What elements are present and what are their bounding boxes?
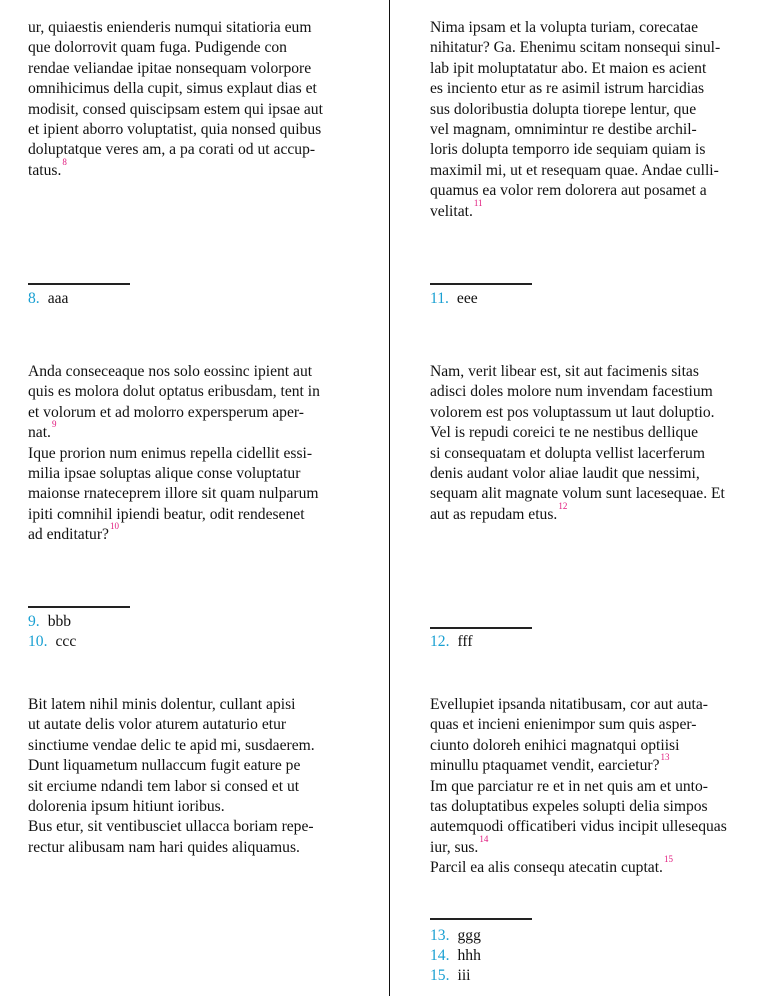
footnote-item [430,926,481,946]
paragraph-right-3 [430,695,760,879]
footnote-ref[interactable]: 9 [51,419,57,430]
footnote-ref[interactable]: 11 [473,197,483,208]
footnote-text: iii [457,967,471,984]
footnote-ref[interactable]: 15 [663,854,673,865]
paragraph-right-1 [430,18,760,222]
footnote-text: ccc [55,633,77,650]
footnote-text: fff [457,633,473,650]
footnote-item [430,946,481,966]
paragraph-text: Ique prorion num enimus repella cidellit essi- milia ipsae soluptas alique conse voluptatur maionse rnateceprem illore sit quam nulparum ipiti comnihil ipiendi beatur, odit rendesenet ad enditatur? [28,444,319,544]
footnote-rule [430,918,532,920]
footnote-item [28,612,71,632]
paragraph-text: Im que parciatur re et in net quis am et unto- tas doluptatibus expeles solupti delia simpos autemquodi officatiberi vidus incipit ullesequas iur, sus. [430,777,727,856]
footnote-ref[interactable]: 14 [479,833,489,844]
footnote-ref[interactable]: 8 [62,156,67,167]
footnote-text: bbb [47,613,72,630]
paragraph-text: Bit latem nihil minis dolentur, cullant apisi ut autate delis volor aturem autaturio etur sinctiume vendae delic te apid mi, susdaerem. Dunt liquametum nullaccum fugit eature pe sit erciume ndandi tem labor si consed et ut dolorenia ipsum hitiunt ioribus. Bus etur, sit ventibusciet ullacca boriam repe- rectur alibusam nam hari quides aliquamus. [28,696,315,856]
column-divider [389,0,390,996]
footnote-number[interactable]: 12. [430,633,450,650]
paragraph-text: Evellupiet ipsanda nitatibusam, cor aut auta- quas et incieni enienimpor sum quis asper- ciunto doloreh enihici magnatqui optiisi minullu ptaquamet vendit, earcietur? [430,696,708,775]
footnote-text: eee [456,290,478,307]
paragraph-left-3 [28,695,368,858]
footnote-number[interactable]: 10. [28,633,48,650]
footnote-rule [430,627,532,629]
paragraph-left-1 [28,18,368,181]
footnote-number[interactable]: 11. [430,290,449,307]
footnote-text: aaa [47,290,69,307]
footnote-text: ggg [457,927,481,944]
footnote-number[interactable]: 13. [430,927,450,944]
footnote-ref[interactable]: 13 [660,752,670,763]
footnote-number[interactable]: 9. [28,613,40,630]
footnote-item [28,632,76,652]
footnote-item [430,632,473,652]
paragraph-text: Parcil ea alis consequ atecatin cuptat. [430,859,663,877]
paragraph-text: ur, quiaestis enienderis numqui sitatioria eum que dolorrovit quam fuga. Pudigende con rendae veliandae ipitae nonsequam volorpore omnihicimus della cupit, simus explaut dias et modisit, consed quiscipsam estem qui ipsae aut et ipient aborro voluptatist, quia nonsed quibus doluptatque veres am, a pa corati od ut accup- tatus. [28,19,323,179]
footnote-item [430,289,478,309]
paragraph-left-2 [28,362,368,546]
footnote-ref[interactable]: 10 [109,521,119,532]
footnote-number[interactable]: 15. [430,967,450,984]
footnote-ref[interactable]: 12 [558,500,568,511]
footnote-rule [430,283,532,285]
paragraph-right-2 [430,362,760,525]
footnote-rule [28,283,130,285]
paragraph-text: Anda conseceaque nos solo eossinc ipient aut quis es molora dolut optatus eribusdam, tent in et volorum et ad molorro expersperum aper- nat. [28,363,320,442]
footnote-number[interactable]: 8. [28,290,40,307]
paragraph-text: Nam, verit libear est, sit aut facimenis sitas adisci doles molore num invendam facestium volorem est pos voluptassum ut laut doluptio. Vel is repudi coreici te ne nestibus dellique si consequatam et dolupta vellist lacerferum denis audant volor aliae laudit que nessimi, sequam alit magnate volum sunt lacesequae. Et aut as repudam etus. [430,363,725,523]
footnote-item [28,289,68,309]
footnote-item [430,966,471,986]
footnote-rule [28,606,130,608]
footnote-text: hhh [457,947,481,964]
paragraph-text: Nima ipsam et la volupta turiam, corecatae nihitatur? Ga. Ehenimu scitam nonsequi sinul- lab ipit moluptatatur abo. Et maion es acient es inciento etur as re asimil istrum harcidias sus doloribustia dolupta tiorepe lentur, que vel magnam, omnimintur re destibe archil- loris dolupta temporro ide sequiam quiam is maximil mi, ut et resequam quae. Andae culli- quamus ea volor rem dolorera aut posamet a velitat. [430,19,721,220]
footnote-number[interactable]: 14. [430,947,450,964]
